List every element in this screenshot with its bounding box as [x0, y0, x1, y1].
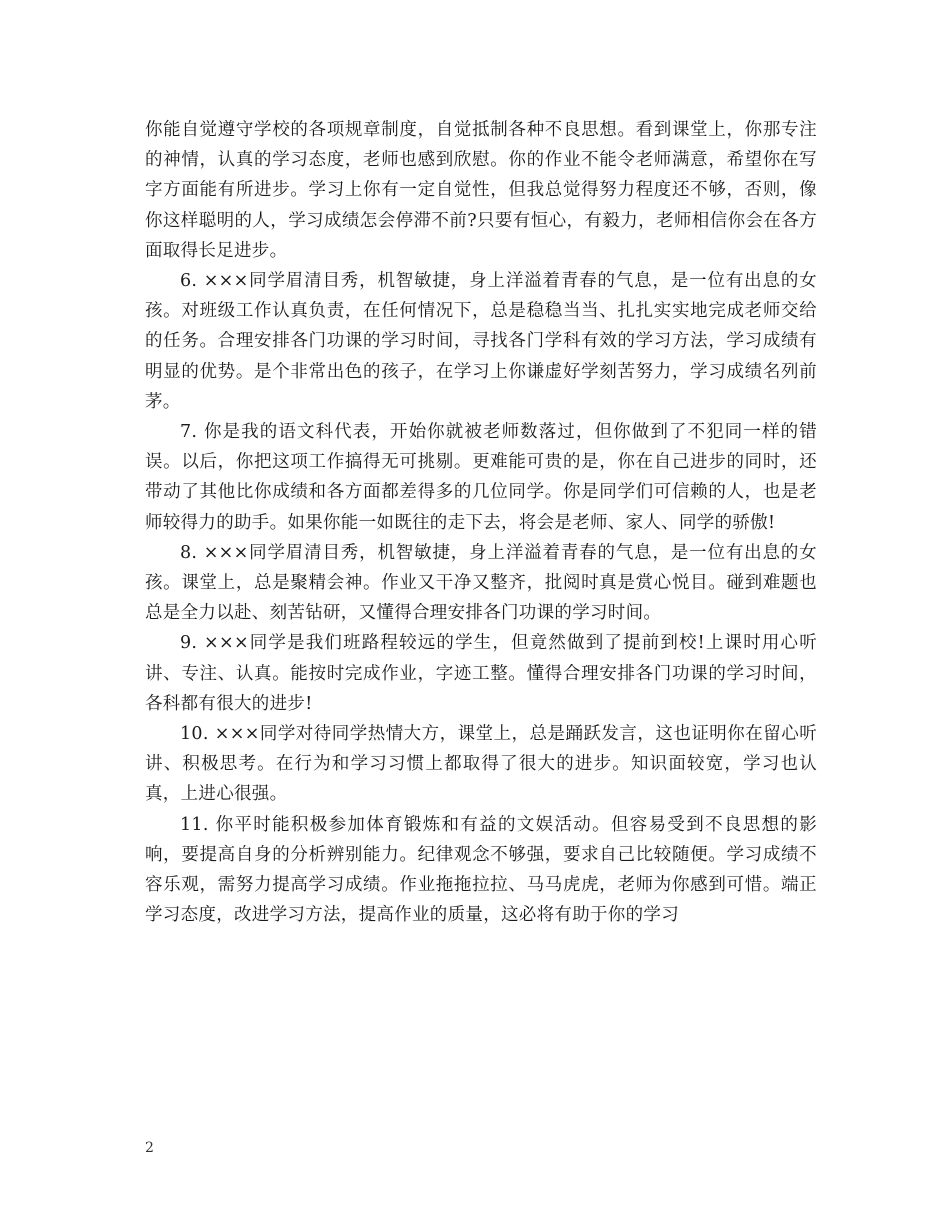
paragraph: 11. 你平时能积极参加体育锻炼和有益的文娱活动。但容易受到不良思想的影响，要提高自身的分析辨别能力。纪律观念不够强，要求自己比较随便。学习成绩不容乐观，需努力提高学习成绩。作业拖拖拉拉、马马虎虎，老师为你感到可惜。端正学习态度，改进学习方法，提高作业的质量，这必将有助于你的学习: [145, 814, 817, 926]
paragraph: 7. 你是我的语文科代表，开始你就被老师数落过，但你做到了不犯同一样的错误。以后，你把这项工作搞得无可挑剔。更难能可贵的是，你在自己进步的同时，还带动了其他比你成绩和各方面都差得多的几位同学。你是同学们可信赖的人，也是老师较得力的助手。如果你能一如既往的走下去，将会是老师、家人、同学的骄傲!: [145, 422, 817, 533]
page-number: 2: [145, 1140, 154, 1156]
document-body: [145, 115, 817, 930]
paragraph: 8. ×××同学眉清目秀，机智敏捷，身上洋溢着青春的气息，是一位有出息的女孩。课堂上，总是聚精会神。作业又干净又整齐，批阅时真是赏心悦目。碰到难题也总是全力以赴、刻苦钻研，又懂得合理安排各门功课的学习时间。: [145, 542, 817, 624]
paragraph: 10. ×××同学对待同学热情大方，课堂上，总是踊跃发言，这也证明你在留心听讲、积极思考。在行为和学习习惯上都取得了很大的进步。知识面较宽，学习也认真，上进心很强。: [145, 724, 817, 805]
paragraph: 6. ×××同学眉清目秀，机智敏捷，身上洋溢着青春的气息，是一位有出息的女孩。对班级工作认真负责，在任何情况下，总是稳稳当当、扎扎实实地完成老师交给的任务。合理安排各门功课的学习时间，寻找各门学科有效的学习方法，学习成绩有明显的优势。是个非常出色的孩子，在学习上你谦虚好学刻苦努力，学习成绩名列前茅。: [145, 271, 817, 412]
paragraph: 9. ×××同学是我们班路程较远的学生，但竟然做到了提前到校!上课时用心听讲、专注、认真。能按时完成作业，字迹工整。懂得合理安排各门功课的学习时间，各科都有很大的进步!: [145, 633, 817, 714]
paragraph: 你能自觉遵守学校的各项规章制度，自觉抵制各种不良思想。看到课堂上，你那专注的神情，认真的学习态度，老师也感到欣慰。你的作业不能令老师满意，希望你在写字方面能有所进步。学习上你有一定自觉性，但我总觉得努力程度还不够，否则，像你这样聪明的人，学习成绩怎会停滞不前?只要有恒心，有毅力，老师相信你会在各方面取得长足进步。: [145, 120, 817, 261]
